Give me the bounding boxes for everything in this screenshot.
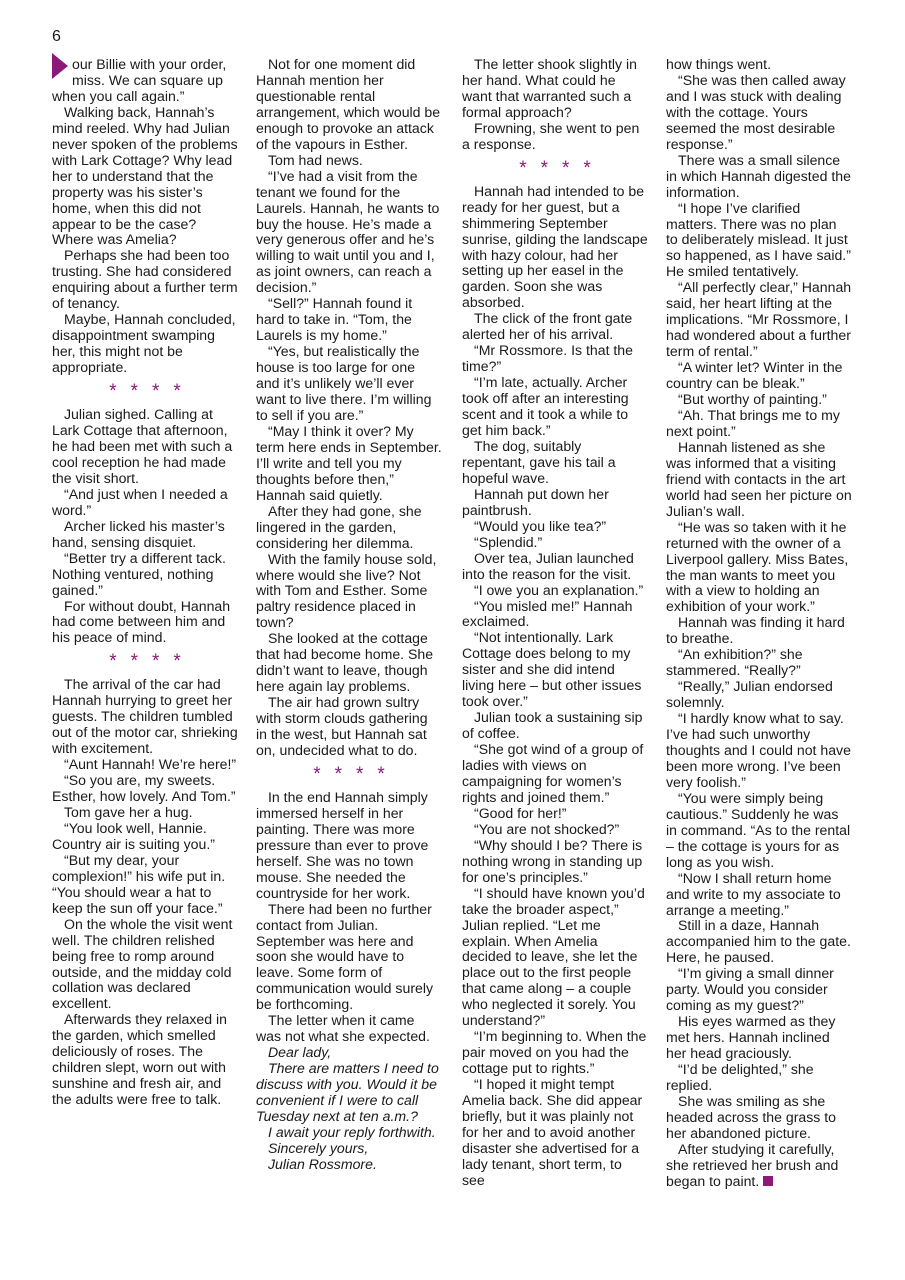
text-column-4 (666, 57, 852, 1190)
paragraph: “So you are, my sweets. Esther, how lovely. And Tom.” (52, 772, 236, 805)
paragraph: Not for one moment did Hannah mention her questionable rental arrangement, which would be enough to provoke an attack of the vapours in Esther. (256, 56, 441, 152)
paragraph: “But worthy of painting.” (678, 391, 827, 408)
paragraph: Julian took a sustaining sip of coffee. (462, 709, 643, 742)
paragraph: I await your reply forthwith. (268, 1123, 436, 1140)
paragraph: The arrival of the car had Hannah hurrying to greet her guests. The children tumbled out of the motor car, shrieking with excitement. (52, 676, 238, 757)
paragraph: Maybe, Hannah concluded, disappointment swamping her, this might not be appropriate. (52, 311, 236, 376)
paragraph-text: our Billie with your order, miss. We can square up when you call again.” (52, 56, 227, 104)
paragraph: On the whole the visit went well. The children relished being free to romp around outside, and the midday cold collation was declared excellent. (52, 915, 233, 1012)
paragraph: His eyes warmed as they met hers. Hannah inclined her head graciously. (666, 1013, 836, 1062)
paragraph: “You are not shocked?” (474, 820, 620, 837)
paragraph: With the family house sold, where would she live? Not with Tom and Esther. Some paltry residence placed in town? (256, 550, 437, 631)
paragraph: There was a small silence in which Hannah digested the information. (666, 151, 851, 200)
paragraph: Walking back, Hannah’s mind reeled. Why had Julian never spoken of the problems with Lark Cottage? Why lead her to understand that the property was his sister’s home, when this did not appear to be the case? Where was Amelia? (52, 103, 238, 248)
paragraph: “She got wind of a group of ladies with views on campaigning for women’s rights and joined them.” (462, 741, 644, 805)
paragraph: For without doubt, Hannah had come between him and his peace of mind. (52, 597, 231, 646)
end-of-story-square-icon (763, 1176, 773, 1186)
paragraph: “Mr Rossmore. Is that the time?” (462, 342, 633, 375)
paragraph (666, 1142, 852, 1190)
paragraph: “I’m giving a small dinner party. Would you consider coming as my guest?” (666, 965, 834, 1014)
paragraph: “I should have known you’d take the broader aspect,” Julian replied. “Let me explain. When Amelia decided to leave, she let the place out to the first people that came along – a couple who neglected it sorely. You understand?” (462, 884, 645, 1029)
paragraph: Hannah had intended to be ready for her guest, but a shimmering September sunrise, gilding the landscape with hazy colour, had her setting up her easel in the garden. Soon she was absorbed. (462, 182, 648, 311)
paragraph: Sincerely yours, (268, 1139, 369, 1156)
paragraph: “Ah. That brings me to my next point.” (666, 406, 840, 439)
paragraph: Perhaps she had been too trusting. She had considered enquiring about a further term of tenancy. (52, 247, 238, 312)
paragraph: “You misled me!” Hannah exclaimed. (462, 597, 633, 630)
paragraph: The click of the front gate alerted her of his arrival. (462, 310, 633, 343)
paragraph: “She was then called away and I was stuck with dealing with the cottage. Yours seemed the most desirable response.” (666, 71, 846, 152)
paragraph: “Aunt Hannah! We’re here!” (64, 756, 237, 773)
section-break-stars: **** (313, 763, 399, 785)
paragraph: “Why should I be? There is nothing wrong in standing up for one’s principles.” (462, 836, 643, 885)
paragraph: “And just when I needed a word.” (52, 485, 228, 518)
text-column-3 (462, 57, 648, 1189)
text-column-2 (256, 57, 442, 1173)
paragraph: “You look well, Hannie. Country air is suiting you.” (52, 819, 215, 852)
text-column-1 (52, 57, 238, 1108)
paragraph: Tom gave her a hug. (64, 803, 193, 820)
paragraph: “Not intentionally. Lark Cottage does belong to my sister and she did intend living here – but other issues took over.” (462, 629, 642, 710)
paragraph: There are matters I need to discuss with you. Would it be convenient if I were to call Tuesday next at ten a.m.? (256, 1060, 439, 1124)
paragraph: Hannah put down her paintbrush. (462, 485, 609, 518)
paragraph: The letter shook slightly in her hand. What could he want that warranted such a formal approach? (462, 56, 637, 120)
paragraph: Archer licked his master’s hand, sensing disquiet. (52, 517, 225, 550)
paragraph: Tom had news. (268, 151, 363, 168)
paragraph: “May I think it over? My term here ends in September. I’ll write and tell you my thoughts before then,” Hannah said quietly. (256, 422, 442, 503)
paragraph: “A winter let? Winter in the country can be bleak.” (666, 359, 843, 392)
paragraph: “Would you like tea?” (474, 517, 607, 534)
paragraph: Still in a daze, Hannah accompanied him to the gate. Here, he paused. (666, 917, 851, 966)
paragraph: how things went. (666, 56, 771, 72)
paragraph: The letter when it came was not what she expected. (256, 1012, 430, 1045)
paragraph: “Really,” Julian endorsed solemnly. (666, 678, 833, 711)
paragraph-text: After studying it carefully, she retrieved her brush and began to paint. (666, 1140, 839, 1189)
paragraph: “All perfectly clear,” Hannah said, her heart lifting at the implications. “Mr Rossmore, I had wondered about a further term of rental.” (666, 279, 852, 360)
continuation-arrow-icon (52, 53, 68, 79)
paragraph: Julian Rossmore. (268, 1155, 377, 1172)
paragraph: “I owe you an explanation.” (474, 581, 644, 598)
paragraph: “Yes, but realistically the house is too large for one and it’s unlikely we’ll ever want to live there. I’m willing to sell if you are.” (256, 343, 432, 423)
paragraph: “I hope I’ve clarified matters. There was no plan to deliberately mislead. It just so happened, as I have said.” He smiled tentatively. (666, 199, 851, 280)
section-break-stars: **** (519, 157, 605, 179)
paragraph: Afterwards they relaxed in the garden, which smelled deliciously of roses. The children slept, worn out with sunshine and fresh air, and the adults were free to talk. (52, 1011, 227, 1108)
paragraph: “I’d be delighted,” she replied. (666, 1061, 814, 1093)
paragraph: In the end Hannah simply immersed herself in her painting. There was more pressure than ever to prove herself. She was no town mouse. She needed the countryside for her work. (256, 788, 429, 901)
paragraph: There had been no further contact from Julian. September was here and soon she would have to leave. Some form of communication would surely be forthcoming. (256, 900, 434, 1013)
paragraph: Hannah was finding it hard to breathe. (666, 614, 845, 647)
paragraph: She looked at the cottage that had become home. She didn’t want to leave, though here again lay problems. (256, 630, 434, 695)
paragraph: After they had gone, she lingered in the garden, considering her dilemma. (256, 502, 422, 551)
paragraph (52, 57, 238, 105)
paragraph: Julian sighed. Calling at Lark Cottage that afternoon, he had been met with such a cool reception he had made the visit short. (52, 406, 233, 486)
paragraph: “I’m late, actually. Archer took off after an interesting scent and it took a while to get him back.” (462, 374, 629, 439)
paragraph: Over tea, Julian launched into the reason for the visit. (462, 549, 634, 582)
section-break-stars: **** (109, 381, 195, 403)
paragraph: Hannah listened as she was informed that a visiting friend with contacts in the art world had seen her picture on Julian’s wall. (666, 438, 852, 519)
paragraph: “Better try a different tack. Nothing ventured, nothing gained.” (52, 549, 226, 598)
paragraph: Dear lady, (268, 1044, 332, 1061)
paragraph: “Now I shall return home and write to my associate to arrange a meeting.” (666, 869, 841, 918)
paragraph: The dog, suitably repentant, gave his tail a hopeful wave. (462, 437, 616, 486)
paragraph: “Splendid.” (474, 533, 543, 550)
paragraph: “You were simply being cautious.” Suddenly he was in command. “As to the rental – the cottage is yours for as long as you wish. (666, 789, 851, 870)
paragraph: She was smiling as she headed across the grass to her abandoned picture. (666, 1092, 837, 1141)
paragraph: “I’ve had a visit from the tenant we found for the Laurels. Hannah, he wants to buy the house. He’s made a very generous offer and he’s willing to wait until you and I, as joint owners, can reach a decision.” (256, 167, 440, 296)
paragraph: “An exhibition?” she stammered. “Really?” (666, 646, 803, 679)
paragraph: “But my dear, your complexion!” his wife put in. “You should wear a hat to keep the sun off your face.” (52, 851, 226, 916)
paragraph: “Sell?” Hannah found it hard to take in. “Tom, the Laurels is my home.” (256, 295, 413, 344)
page-number: 6 (52, 28, 61, 45)
paragraph: The air had grown sultry with storm clouds gathering in the west, but Hannah sat on, undecided what to do. (256, 694, 428, 758)
section-break-stars: **** (109, 651, 195, 673)
paragraph: “He was so taken with it he returned with the owner of a Liverpool gallery. Miss Bates, the man wants to meet you with a view to holding an exhibition of your work.” (666, 518, 849, 615)
paragraph: “Good for her!” (474, 804, 567, 821)
paragraph: Frowning, she went to pen a response. (462, 119, 640, 152)
paragraph: “I hardly know what to say. I’ve had such unworthy thoughts and I could not have been more wrong. I’ve been very foolish.” (666, 710, 851, 790)
paragraph: “I’m beginning to. When the pair moved on you had the cottage put to rights.” (462, 1028, 647, 1077)
paragraph: “I hoped it might tempt Amelia back. She did appear briefly, but it was plainly not for her and to avoid another disaster she advertised for a lady tenant, short term, to see (462, 1076, 643, 1188)
